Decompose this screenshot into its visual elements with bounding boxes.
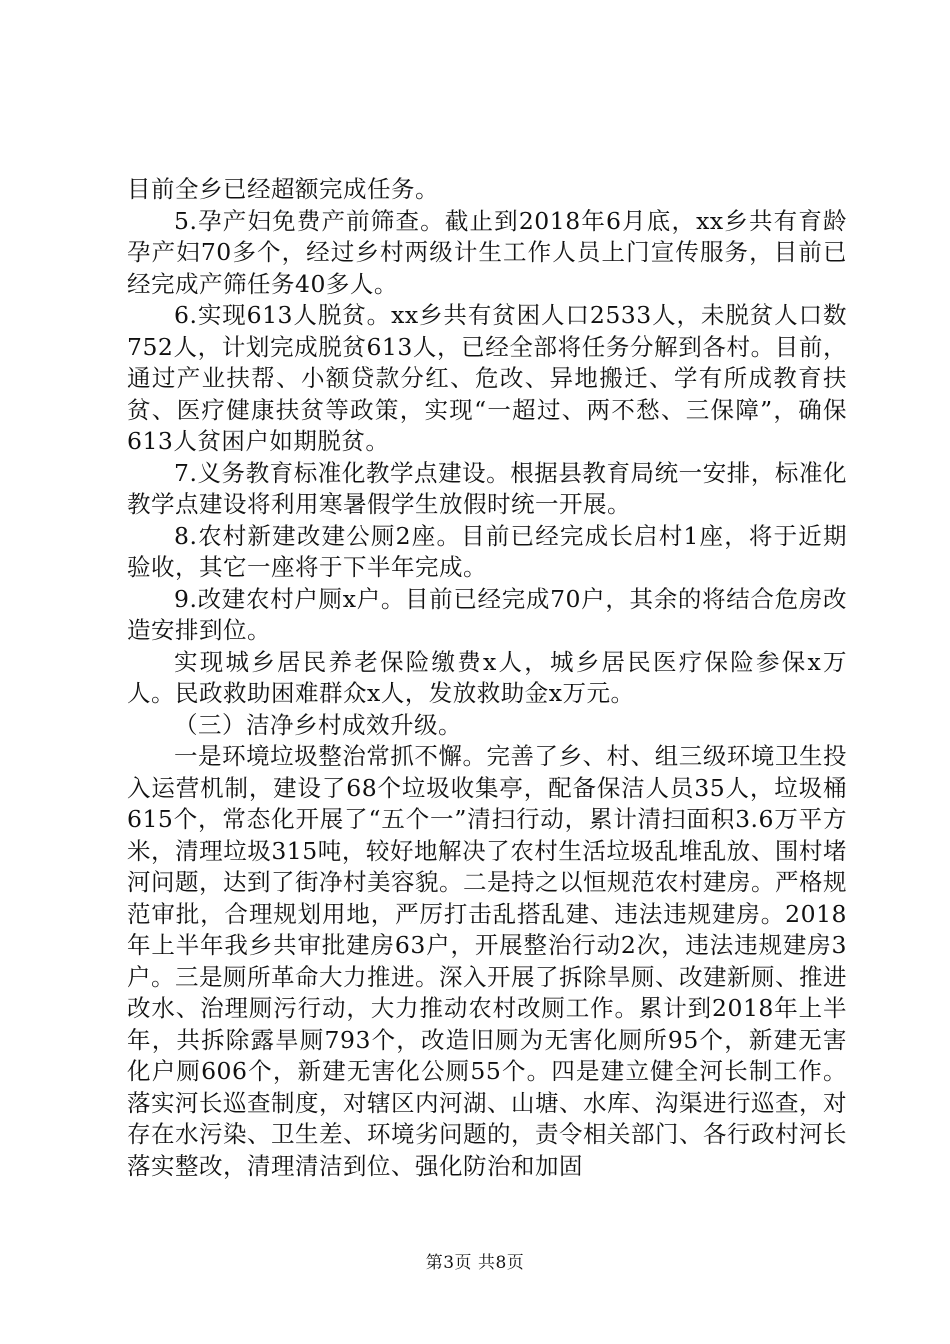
paragraph-continuation: 目前全乡已经超额完成任务。 [127, 175, 439, 203]
paragraph-clean-village: 一是环境垃圾整治常抓不懈。完善了乡、村、组三级环境卫生投入运营机制，建设了68个垃圾收集亭，配备保洁人员35人，垃圾桶615个，常态化开展了“五个一”清扫行动，累计清扫面积3.6万平方米，清理垃圾315吨，较好地解决了农村生活垃圾乱堆乱放、围村堵河问题，达到了街净村美容貌。二是持之以恒规范农村建房。严格规范审批，合理规划用地，严厉打击乱搭乱建、违法违规建房。2018年上半年我乡共审批建房63户，开展整治行动2次，违法违规建房3户。三是厕所革命大力推进。深入开展了拆除旱厕、改建新厕、推进改水、治理厕污行动，大力推动农村改厕工作。累计到2018年上半年，共拆除露旱厕793个，改造旧厕为无害化厕所95个，新建无害化户厕606个，新建无害化公厕55个。四是建立健全河长制工作。落实河长巡查制度，对辖区内河湖、山塘、水库、沟渠进行巡查，对存在水污染、卫生差、环境劣问题的，责令相关部门、各行政村河长落实整改，清理清洁到位、强化防治和加固 [127, 742, 847, 1180]
paragraph-item-9: 9.改建农村户厕x户。目前已经完成70户，其余的将结合危房改造安排到位。 [127, 584, 847, 644]
paragraph-item-8: 8.农村新建改建公厕2座。目前已经完成长启村1座，将于近期验收，其它一座将于下半年完成。 [127, 521, 847, 581]
paragraph-item-6: 6.实现613人脱贫。xx乡共有贫困人口2533人，未脱贫人口数752人，计划完成脱贫613人，已经全部将任务分解到各村。目前，通过产业扶帮、小额贷款分红、危改、异地搬迁、学有所成教育扶贫、医疗健康扶贫等政策，实现“一超过、两不愁、三保障”，确保613人贫困户如期脱贫。 [127, 301, 847, 455]
document-body [127, 174, 847, 1182]
page-footer: 第3页 共8页 [425, 1253, 525, 1273]
section-heading-3: （三）洁净乡村成效升级。 [174, 710, 462, 739]
paragraph-insurance: 实现城乡居民养老保险缴费x人，城乡居民医疗保险参保x万人。民政救助困难群众x人，发放救助金x万元。 [127, 647, 847, 707]
paragraph-item-5: 5.孕产妇免费产前筛查。截止到2018年6月底，xx乡共有育龄孕产妇70多个，经过乡村两级计生工作人员上门宣传服务，目前已经完成产筛任务40多人。 [127, 206, 847, 298]
paragraph-item-7: 7.义务教育标准化教学点建设。根据县教育局统一安排，标准化教学点建设将利用寒暑假学生放假时统一开展。 [127, 458, 847, 518]
